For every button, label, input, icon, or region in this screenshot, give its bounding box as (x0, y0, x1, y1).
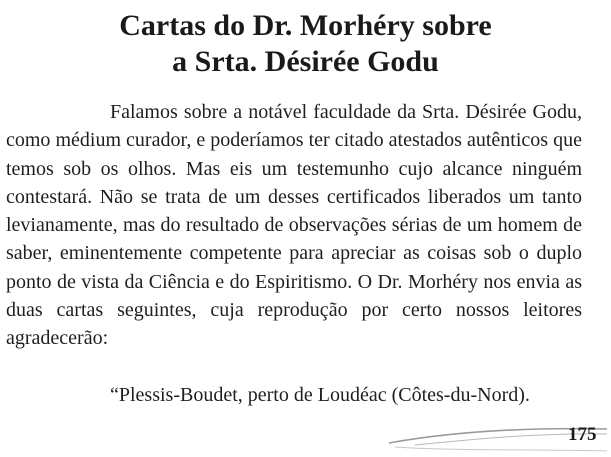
title-line-2: a Srta. Désirée Godu (172, 45, 439, 78)
letter-opening-line: “Plessis-Boudet, perto de Loudéac (Côtes-du-Nord). (110, 384, 530, 406)
page-number: 175 (568, 424, 597, 445)
body-paragraph: Falamos sobre a notável faculdade da Srta. Désirée Godu, como médium curador, e poderíamos ter citado atestados autênticos que temos sob os olhos. Mas eis um testemunho cujo alcance ninguém contestará. Não se trata de um desses certificados liberados um tanto levianamente, mas do resultado de observações sérias de um homem de saber, eminentemente competente para apreciar as coisas sob o duplo ponto de vista da Ciência e do Espiritismo. O Dr. Morhéry nos envia as duas cartas seguintes, cuja reprodução por certo nossos leitores agradecerão: (6, 101, 582, 350)
page-title (0, 8, 611, 80)
title-line-1: Cartas do Dr. Morhéry sobre (119, 9, 492, 42)
